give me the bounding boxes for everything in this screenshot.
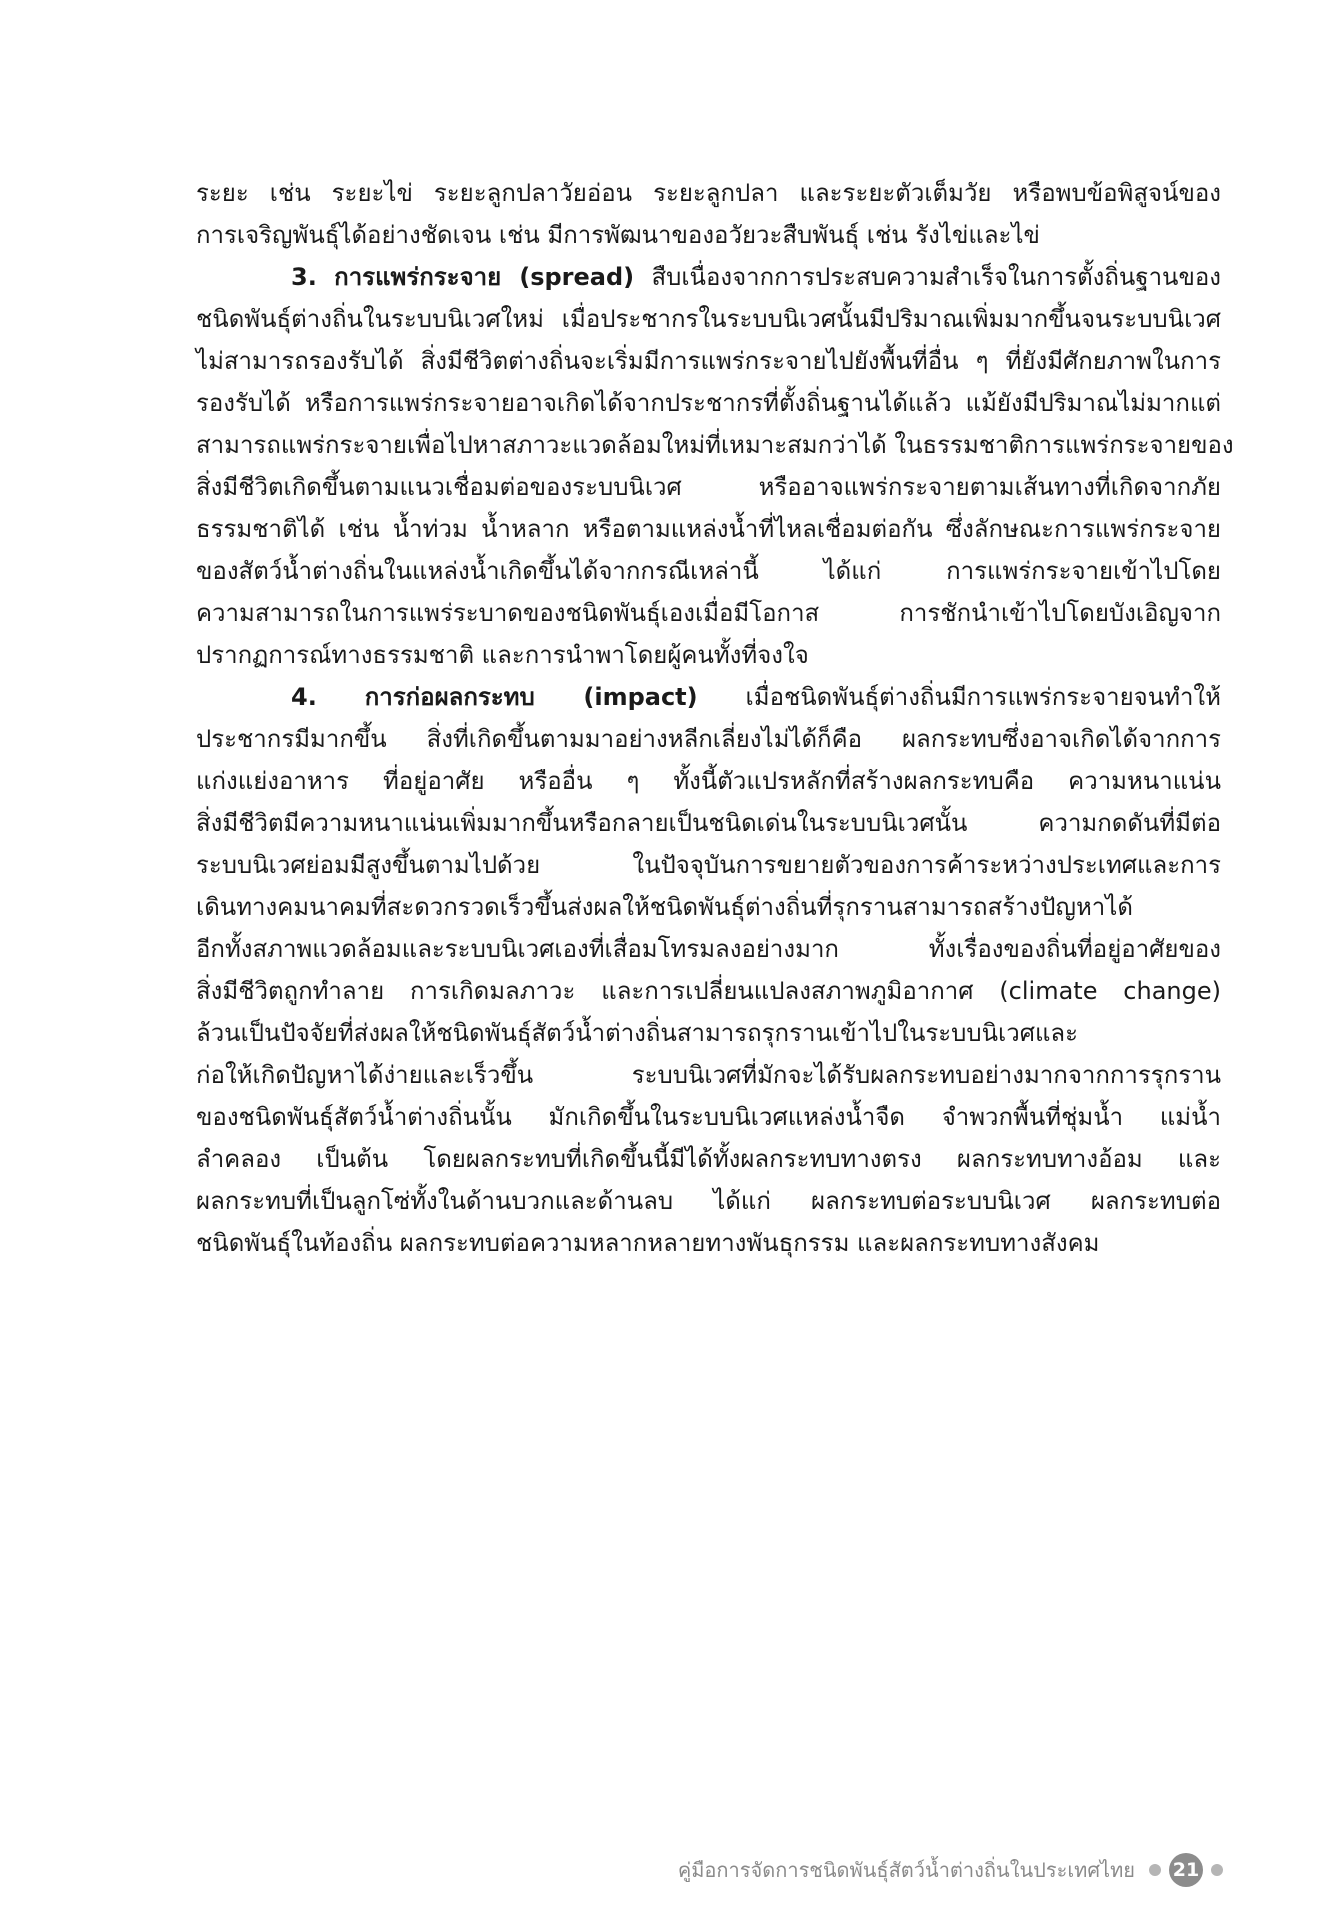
section-heading-continuation: สืบเนื่องจากการประสบความสำเร็จในการตั้งถิ่นฐานของ [634,263,1221,291]
body-line: ชนิดพันธุ์ในท้องถิ่น ผลกระทบต่อความหลากหลายทางพันธุกรรม และผลกระทบทางสังคม [196,1229,1100,1257]
body-line: การเจริญพันธุ์ได้อย่างชัดเจน เช่น มีการพัฒนาของอวัยวะสืบพันธุ์ เช่น รังไข่และไข่ [196,221,1040,249]
section-heading-line [196,256,1221,298]
dot-icon [1211,1864,1223,1876]
body-line: ชนิดพันธุ์ต่างถิ่นในระบบนิเวศใหม่ เมื่อประชากรในระบบนิเวศนั้นมีปริมาณเพิ่มมากขึ้นจนระบบนิเวศ [196,305,1221,333]
body-line: อีกทั้งสภาพแวดล้อมและระบบนิเวศเองที่เสื่อมโทรมลงอย่างมาก ทั้งเรื่องของถิ่นที่อยู่อาศัยของ [196,935,1221,963]
body-line: สิ่งมีชีวิตเกิดขึ้นตามแนวเชื่อมต่อของระบบนิเวศ หรืออาจแพร่กระจายตามเส้นทางที่เกิดจากภัย [196,473,1221,501]
body-line: ของชนิดพันธุ์สัตว์น้ำต่างถิ่นนั้น มักเกิดขึ้นในระบบนิเวศแหล่งน้ำจืด จำพวกพื้นที่ชุ่มน้ำ แม่น้ำ [196,1103,1221,1131]
footer-title: คู่มือการจัดการชนิดพันธุ์สัตว์น้ำต่างถิ่นในประเทศไทย [677,1858,1135,1882]
body-line: ธรรมชาติได้ เช่น น้ำท่วม น้ำหลาก หรือตามแหล่งน้ำที่ไหลเชื่อมต่อกัน ซึ่งลักษณะการแพร่กระจาย [196,515,1221,543]
body-line: แก่งแย่งอาหาร ที่อยู่อาศัย หรืออื่น ๆ ทั้งนี้ตัวแปรหลักที่สร้างผลกระทบคือ ความหนาแน่น [196,767,1221,795]
section-number: 3. [291,263,317,291]
body-line: สิ่งมีชีวิตถูกทำลาย การเกิดมลภาวะ และการเปลี่ยนแปลงสภาพภูมิอากาศ (climate change) [196,977,1221,1005]
body-line: ระยะ เช่น ระยะไข่ ระยะลูกปลาวัยอ่อน ระยะลูกปลา และระยะตัวเต็มวัย หรือพบข้อพิสูจน์ของ [196,179,1221,207]
body-line: ความสามารถในการแพร่ระบาดของชนิดพันธุ์เองเมื่อมีโอกาส การชักนำเข้าไปโดยบังเอิญจาก [196,599,1221,627]
dot-icon [1149,1864,1161,1876]
body-line: สิ่งมีชีวิตมีความหนาแน่นเพิ่มมากขึ้นหรือกลายเป็นชนิดเด่นในระบบนิเวศนั้น ความกดดันที่มีต่อ [196,809,1221,837]
page-footer [678,1850,1223,1890]
body-line: สามารถแพร่กระจายเพื่อไปหาสภาวะแวดล้อมใหม่ที่เหมาะสมกว่าได้ ในธรรมชาติการแพร่กระจายของ [196,431,1234,459]
section-heading-line [196,676,1221,718]
body-line: ปรากฏการณ์ทางธรรมชาติ และการนำพาโดยผู้คนทั้งที่จงใจ [196,641,809,669]
page-number: 21 [1169,1853,1203,1887]
section-heading-continuation: เมื่อชนิดพันธุ์ต่างถิ่นมีการแพร่กระจายจนทำให้ [697,683,1221,711]
body-line: ก่อให้เกิดปัญหาได้ง่ายและเร็วขึ้น ระบบนิเวศที่มักจะได้รับผลกระทบอย่างมากจากการรุกราน [196,1061,1221,1089]
section-number: 4. [291,683,317,711]
body-line: เดินทางคมนาคมที่สะดวกรวดเร็วขึ้นส่งผลให้ชนิดพันธุ์ต่างถิ่นที่รุกรานสามารถสร้างปัญหาได้ [196,893,1133,921]
body-line: ประชากรมีมากขึ้น สิ่งที่เกิดขึ้นตามมาอย่างหลีกเลี่ยงไม่ได้ก็คือ ผลกระทบซึ่งอาจเกิดได้จากการ [196,725,1221,753]
section-heading: การแพร่กระจาย (spread) [334,263,635,291]
body-line: ลำคลอง เป็นต้น โดยผลกระทบที่เกิดขึ้นนี้มีได้ทั้งผลกระทบทางตรง ผลกระทบทางอ้อม และ [196,1145,1221,1173]
body-line: รองรับได้ หรือการแพร่กระจายอาจเกิดได้จากประชากรที่ตั้งถิ่นฐานได้แล้ว แม้ยังมีปริมาณไม่มากแต่ [196,389,1221,417]
body-line: ล้วนเป็นปัจจัยที่ส่งผลให้ชนิดพันธุ์สัตว์น้ำต่างถิ่นสามารถรุกรานเข้าไปในระบบนิเวศและ [196,1019,1079,1047]
body-line: ของสัตว์น้ำต่างถิ่นในแหล่งน้ำเกิดขึ้นได้จากกรณีเหล่านี้ ได้แก่ การแพร่กระจายเข้าไปโดย [196,557,1221,585]
body-text [196,172,1234,1264]
section-heading: การก่อผลกระทบ (impact) [364,683,698,711]
body-line: ระบบนิเวศย่อมมีสูงขึ้นตามไปด้วย ในปัจจุบันการขยายตัวของการค้าระหว่างประเทศและการ [196,851,1221,879]
body-line: ผลกระทบที่เป็นลูกโซ่ทั้งในด้านบวกและด้านลบ ได้แก่ ผลกระทบต่อระบบนิเวศ ผลกระทบต่อ [196,1187,1221,1215]
body-line: ไม่สามารถรองรับได้ สิ่งมีชีวิตต่างถิ่นจะเริ่มมีการแพร่กระจายไปยังพื้นที่อื่น ๆ ที่ยังมีศักยภาพในการ [196,347,1221,375]
